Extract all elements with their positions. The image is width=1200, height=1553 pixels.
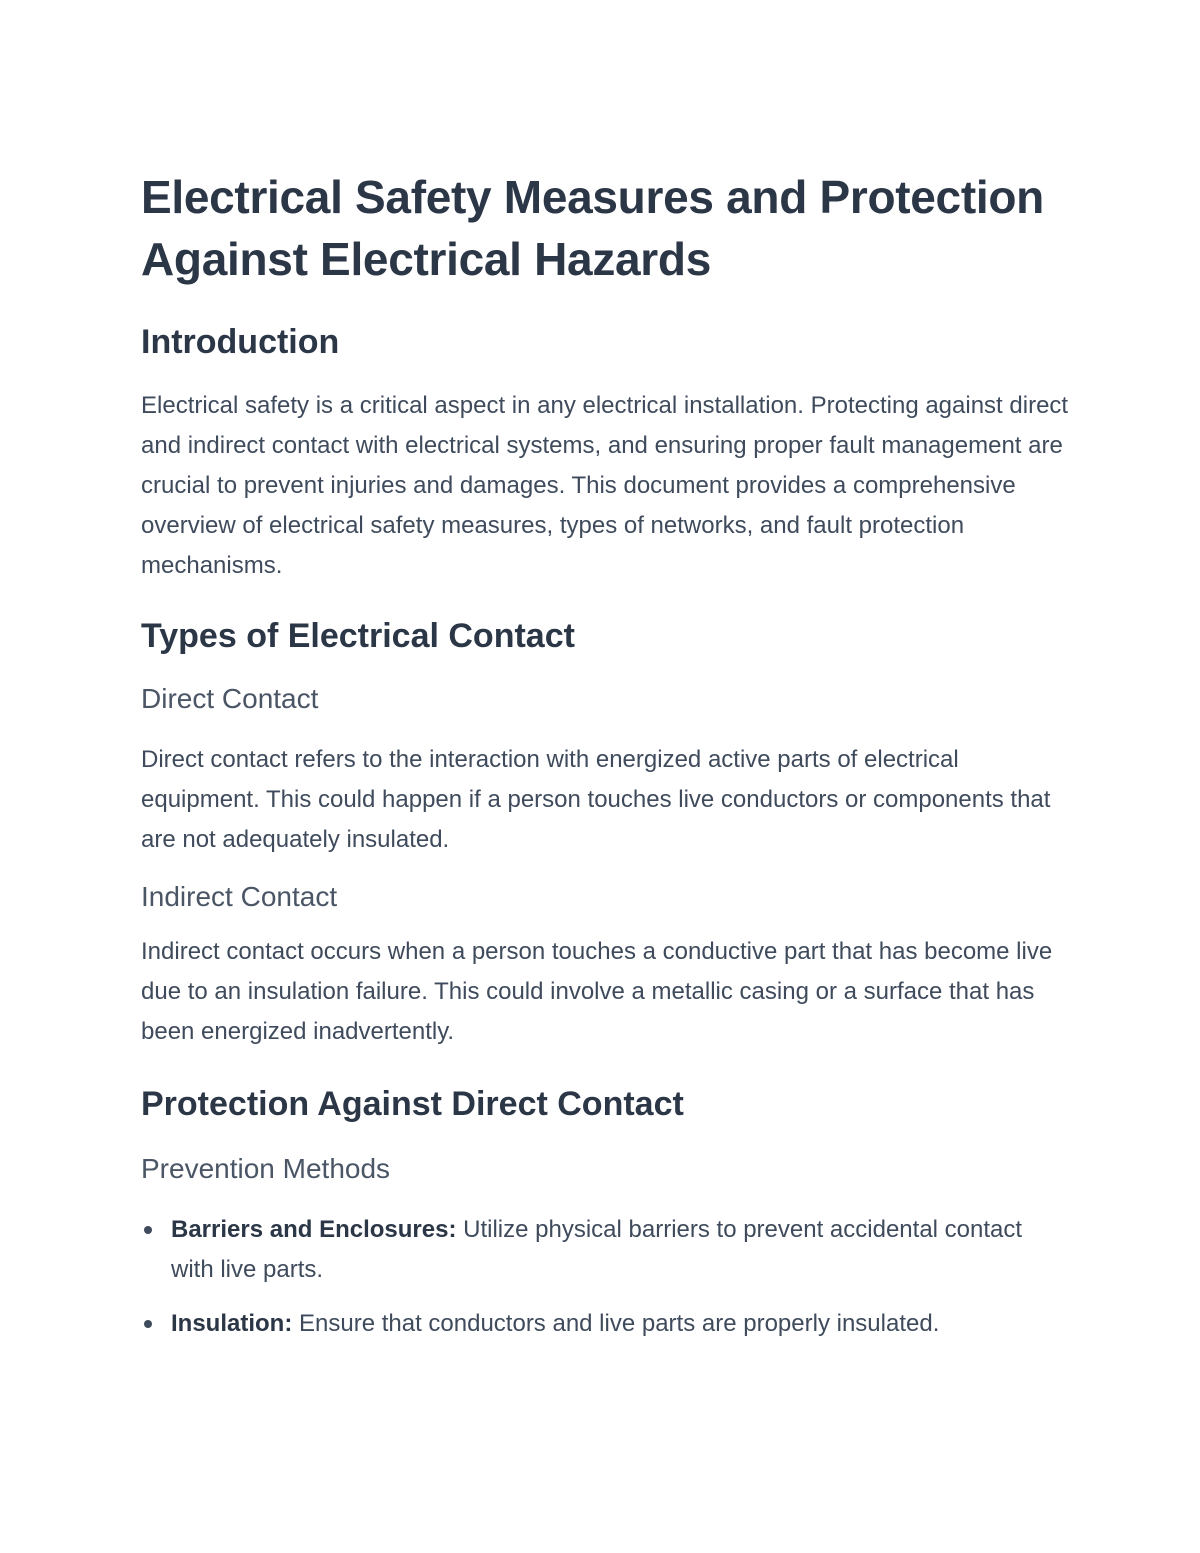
paragraph-indirect-contact: Indirect contact occurs when a person touches a conductive part that has become live due to an insulation failure. This could involve a metallic casing or a surface that has been energized inadvertently. <box>141 938 1053 1045</box>
heading-introduction: Introduction <box>141 323 340 361</box>
subheading-indirect-contact: Indirect Contact <box>141 881 338 912</box>
list-item-term: Barriers and Enclosures: <box>171 1216 457 1243</box>
list-item <box>141 1304 1071 1344</box>
subheading-direct-contact: Direct Contact <box>141 683 319 714</box>
list-item <box>141 1210 1071 1290</box>
list-item-text: Ensure that conductors and live parts are properly insulated. <box>292 1310 940 1337</box>
document-page <box>141 166 1071 1344</box>
list-item-term: Insulation: <box>171 1310 293 1337</box>
bullet-icon <box>144 1226 152 1234</box>
bullet-icon <box>144 1320 152 1328</box>
paragraph-introduction: Electrical safety is a critical aspect in any electrical installation. Protecting against direct and indirect contact with electrical systems, and ensuring proper fault management are crucial to prevent injuries and damages. This document provides a comprehensive overview of electrical safety measures, types of networks, and fault protection mechanisms. <box>141 392 1069 579</box>
heading-protection-direct-contact: Protection Against Direct Contact <box>141 1085 684 1123</box>
list-item-text: Utilize physical barriers to prevent accidental contact with live parts. <box>171 1216 1023 1283</box>
subheading-prevention-methods: Prevention Methods <box>141 1153 391 1184</box>
heading-types-of-contact: Types of Electrical Contact <box>141 617 575 655</box>
paragraph-direct-contact: Direct contact refers to the interaction with energized active parts of electrical equipment. This could happen if a person touches live conductors or components that are not adequately insulated. <box>141 746 1051 853</box>
document-title: Electrical Safety Measures and Protection Against Electrical Hazards <box>141 171 1044 285</box>
prevention-methods-list <box>141 1210 1071 1344</box>
